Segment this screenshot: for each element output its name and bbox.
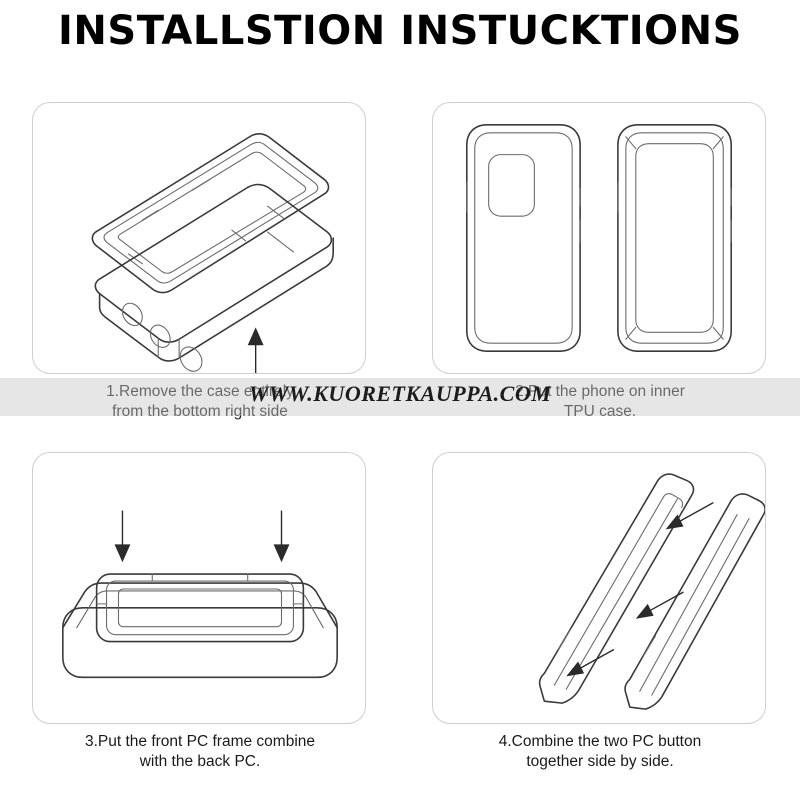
step-4-caption [410, 732, 790, 772]
back-pc-shape [63, 583, 337, 677]
pc-half-left-shape [540, 474, 694, 703]
page-title: INSTALLSTION INSTUCKTIONS [58, 8, 742, 54]
step-2-illustration [432, 102, 766, 374]
step-3-illustration [32, 452, 366, 724]
step-1-caption-line1: 1.Remove the case entirely [106, 383, 294, 400]
steps-grid [0, 86, 800, 786]
arrow-middle-icon [636, 592, 684, 619]
step-3-caption-line1: 3.Put the front PC frame combine [84, 733, 316, 750]
phone-shape [467, 125, 580, 351]
arrow-lower-icon [566, 650, 614, 677]
up-arrow-icon [248, 327, 264, 373]
step-2-caption-line1: 2.Put the phone on inner [515, 383, 685, 400]
step-4-caption-line2: together side by side. [526, 753, 674, 770]
tpu-case-shape [618, 125, 731, 351]
step-3 [0, 436, 400, 786]
watermark-text: WWW.KUORETKAUPPA.COM [248, 381, 552, 406]
step-4-illustration [432, 452, 766, 724]
step-1-caption-line2: from the bottom right side [112, 403, 288, 420]
back-case-shape [95, 185, 333, 373]
step-1-illustration [32, 102, 366, 374]
step-4 [400, 436, 800, 786]
step-4-caption-line1: 4.Combine the two PC button [498, 733, 702, 750]
step-2-caption-line2: TPU case. [563, 403, 637, 420]
step-3-caption [10, 732, 390, 772]
down-arrow-left-icon [115, 511, 131, 563]
step-3-caption-line2: with the back PC. [139, 753, 261, 770]
down-arrow-right-icon [274, 511, 290, 563]
